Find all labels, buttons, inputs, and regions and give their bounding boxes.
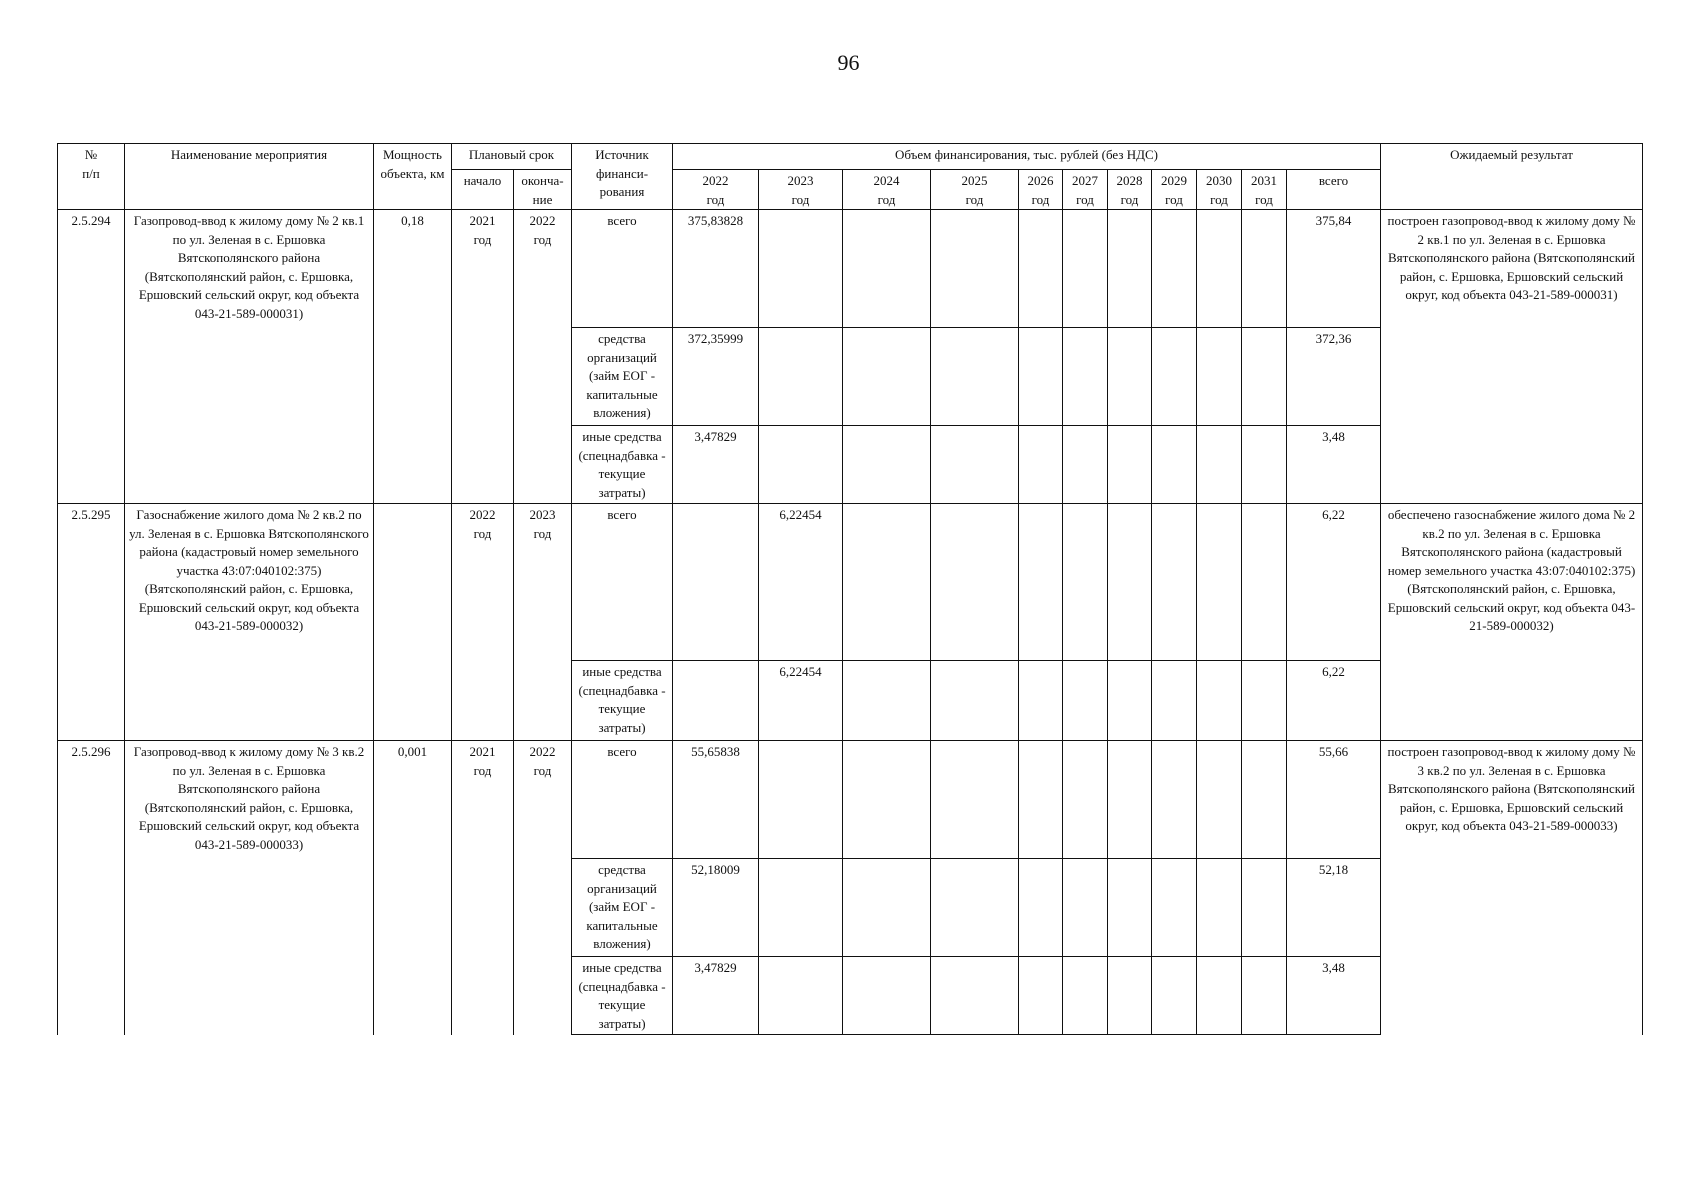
- funding-total: 372,36: [1287, 328, 1381, 426]
- funding-value: [1152, 426, 1197, 504]
- funding-value: [1108, 957, 1152, 1035]
- funding-value: [843, 661, 931, 741]
- funding-value: 6,22454: [759, 661, 843, 741]
- funding-source: средства организаций (займ ЕОГ - капитальные вложения): [572, 859, 673, 957]
- funding-source: иные средства (спецнадбавка - текущие затраты): [572, 661, 673, 741]
- funding-value: [843, 210, 931, 328]
- funding-value: [1019, 859, 1063, 957]
- funding-value: 52,18009: [673, 859, 759, 957]
- funding-source: средства организаций (займ ЕОГ - капитальные вложения): [572, 328, 673, 426]
- header-source: Источник финанси- рования: [572, 144, 673, 210]
- header-total: всего: [1287, 170, 1381, 210]
- funding-value: [1152, 210, 1197, 328]
- funding-value: [1152, 661, 1197, 741]
- funding-value: [759, 957, 843, 1035]
- funding-value: [1063, 661, 1108, 741]
- funding-value: [1019, 210, 1063, 328]
- funding-value: [759, 210, 843, 328]
- funding-total: 6,22: [1287, 661, 1381, 741]
- funding-total: 52,18: [1287, 859, 1381, 957]
- funding-value: [931, 328, 1019, 426]
- funding-value: [673, 504, 759, 661]
- funding-value: [1019, 957, 1063, 1035]
- funding-value: [1019, 741, 1063, 859]
- funding-total: 55,66: [1287, 741, 1381, 859]
- funding-value: [1242, 957, 1287, 1035]
- funding-value: 6,22454: [759, 504, 843, 661]
- header-name: Наименование мероприятия: [125, 144, 374, 210]
- header-result: Ожидаемый результат: [1381, 144, 1643, 210]
- funding-source: всего: [572, 210, 673, 328]
- funding-value: [931, 661, 1019, 741]
- header-year: 2024 год: [843, 170, 931, 210]
- funding-source: всего: [572, 741, 673, 859]
- header-year: 2030 год: [1197, 170, 1242, 210]
- funding-value: [1242, 504, 1287, 661]
- funding-total: 375,84: [1287, 210, 1381, 328]
- funding-value: [843, 957, 931, 1035]
- funding-value: [843, 328, 931, 426]
- funding-source: иные средства (спецнадбавка - текущие затраты): [572, 426, 673, 504]
- funding-value: [1063, 957, 1108, 1035]
- funding-value: [1063, 426, 1108, 504]
- funding-value: [931, 210, 1019, 328]
- header-year: 2027 год: [1063, 170, 1108, 210]
- funding-value: [1152, 328, 1197, 426]
- header-start: начало: [452, 170, 514, 210]
- funding-source: всего: [572, 504, 673, 661]
- funding-value: [1197, 661, 1242, 741]
- funding-value: [759, 859, 843, 957]
- funding-value: [1019, 328, 1063, 426]
- funding-value: [759, 328, 843, 426]
- term-start: 2021 год: [452, 741, 514, 1035]
- term-end: 2022 год: [514, 210, 572, 504]
- funding-value: [1197, 328, 1242, 426]
- funding-total: 3,48: [1287, 426, 1381, 504]
- table-row: [58, 504, 1643, 661]
- capacity: 0,18: [374, 210, 452, 504]
- funding-value: [1019, 426, 1063, 504]
- funding-value: [1242, 328, 1287, 426]
- funding-value: [1019, 504, 1063, 661]
- table-row: [58, 741, 1643, 859]
- funding-value: [759, 426, 843, 504]
- funding-value: [1197, 426, 1242, 504]
- funding-value: [931, 426, 1019, 504]
- funding-value: [1108, 426, 1152, 504]
- expected-result: построен газопровод-ввод к жилому дому № 3 кв.2 по ул. Зеленая в с. Ершовка Вятскополянского района (Вятскополянский район, с. Ершовка, Ершовский сельский округ, код объекта 043-21-589-000033): [1381, 741, 1643, 1035]
- term-start: 2022 год: [452, 504, 514, 741]
- financing-table: [57, 143, 1643, 1035]
- funding-value: [1063, 210, 1108, 328]
- funding-value: [931, 504, 1019, 661]
- expected-result: построен газопровод-ввод к жилому дому № 2 кв.1 по ул. Зеленая в с. Ершовка Вятскополянского района (Вятскополянский район, с. Ершовка, Ершовский сельский округ, код объекта 043-21-589-000031): [1381, 210, 1643, 504]
- row-number: 2.5.294: [58, 210, 125, 504]
- header-number: № п/п: [58, 144, 125, 210]
- header-funding: Объем финансирования, тыс. рублей (без НДС): [673, 144, 1381, 170]
- header-year: 2025 год: [931, 170, 1019, 210]
- funding-value: [1152, 504, 1197, 661]
- header-year: 2028 год: [1108, 170, 1152, 210]
- page-number: 96: [837, 50, 860, 75]
- row-number: 2.5.296: [58, 741, 125, 1035]
- funding-value: [1242, 859, 1287, 957]
- header-year: 2023 год: [759, 170, 843, 210]
- table-row: [58, 210, 1643, 328]
- funding-value: [673, 661, 759, 741]
- funding-value: 3,47829: [673, 426, 759, 504]
- funding-value: [931, 957, 1019, 1035]
- capacity: 0,001: [374, 741, 452, 1035]
- funding-value: [1197, 957, 1242, 1035]
- funding-value: [1063, 859, 1108, 957]
- funding-value: 3,47829: [673, 957, 759, 1035]
- funding-value: 372,35999: [673, 328, 759, 426]
- header-planned-term: Плановый срок: [452, 144, 572, 170]
- funding-value: 55,65838: [673, 741, 759, 859]
- measure-name: Газопровод-ввод к жилому дому № 3 кв.2 по ул. Зеленая в с. Ершовка Вятскополянского района (Вятскополянский район, с. Ершовка, Ершовский сельский округ, код объекта 043-21-589-000033): [125, 741, 374, 1035]
- funding-value: [843, 741, 931, 859]
- funding-value: [1108, 741, 1152, 859]
- funding-value: [1197, 504, 1242, 661]
- row-number: 2.5.295: [58, 504, 125, 741]
- funding-value: [931, 741, 1019, 859]
- funding-value: [1197, 210, 1242, 328]
- funding-value: [843, 426, 931, 504]
- funding-value: [1197, 741, 1242, 859]
- funding-total: 3,48: [1287, 957, 1381, 1035]
- funding-value: [1108, 328, 1152, 426]
- header-capacity: Мощность объекта, км: [374, 144, 452, 210]
- expected-result: обеспечено газоснабжение жилого дома № 2 кв.2 по ул. Зеленая в с. Ершовка Вятскополянского района (кадастровый номер земельного участка 43:07:040102:375) (Вятскополянский район, с. Ершовка, Ершовский сельский округ, код объекта 043-21-589-000032): [1381, 504, 1643, 741]
- funding-value: [1063, 741, 1108, 859]
- header-year: 2031 год: [1242, 170, 1287, 210]
- funding-value: [1019, 661, 1063, 741]
- funding-value: [1242, 210, 1287, 328]
- funding-value: [1063, 328, 1108, 426]
- funding-value: [1242, 661, 1287, 741]
- measure-name: Газоснабжение жилого дома № 2 кв.2 по ул. Зеленая в с. Ершовка Вятскополянского района (кадастровый номер земельного участка 43:07:040102:375) (Вятскополянский район, с. Ершовка, Ершовский сельский округ, код объекта 043-21-589-000032): [125, 504, 374, 741]
- funding-value: [1108, 210, 1152, 328]
- measure-name: Газопровод-ввод к жилому дому № 2 кв.1 по ул. Зеленая в с. Ершовка Вятскополянского района (Вятскополянский район, с. Ершовка, Ершовский сельский округ, код объекта 043-21-589-000031): [125, 210, 374, 504]
- header-year: 2022 год: [673, 170, 759, 210]
- header-year: 2029 год: [1152, 170, 1197, 210]
- funding-value: [843, 504, 931, 661]
- funding-value: [1197, 859, 1242, 957]
- funding-total: 6,22: [1287, 504, 1381, 661]
- header-end: оконча- ние: [514, 170, 572, 210]
- funding-value: [1152, 957, 1197, 1035]
- funding-value: [1242, 741, 1287, 859]
- funding-value: 375,83828: [673, 210, 759, 328]
- term-end: 2023 год: [514, 504, 572, 741]
- term-end: 2022 год: [514, 741, 572, 1035]
- funding-source: иные средства (спецнадбавка - текущие затраты): [572, 957, 673, 1035]
- funding-value: [1108, 859, 1152, 957]
- funding-value: [759, 741, 843, 859]
- funding-value: [1108, 504, 1152, 661]
- capacity: [374, 504, 452, 741]
- funding-value: [1242, 426, 1287, 504]
- funding-value: [843, 859, 931, 957]
- funding-value: [1152, 741, 1197, 859]
- term-start: 2021 год: [452, 210, 514, 504]
- funding-value: [1108, 661, 1152, 741]
- funding-value: [1063, 504, 1108, 661]
- funding-value: [931, 859, 1019, 957]
- header-year: 2026 год: [1019, 170, 1063, 210]
- funding-value: [1152, 859, 1197, 957]
